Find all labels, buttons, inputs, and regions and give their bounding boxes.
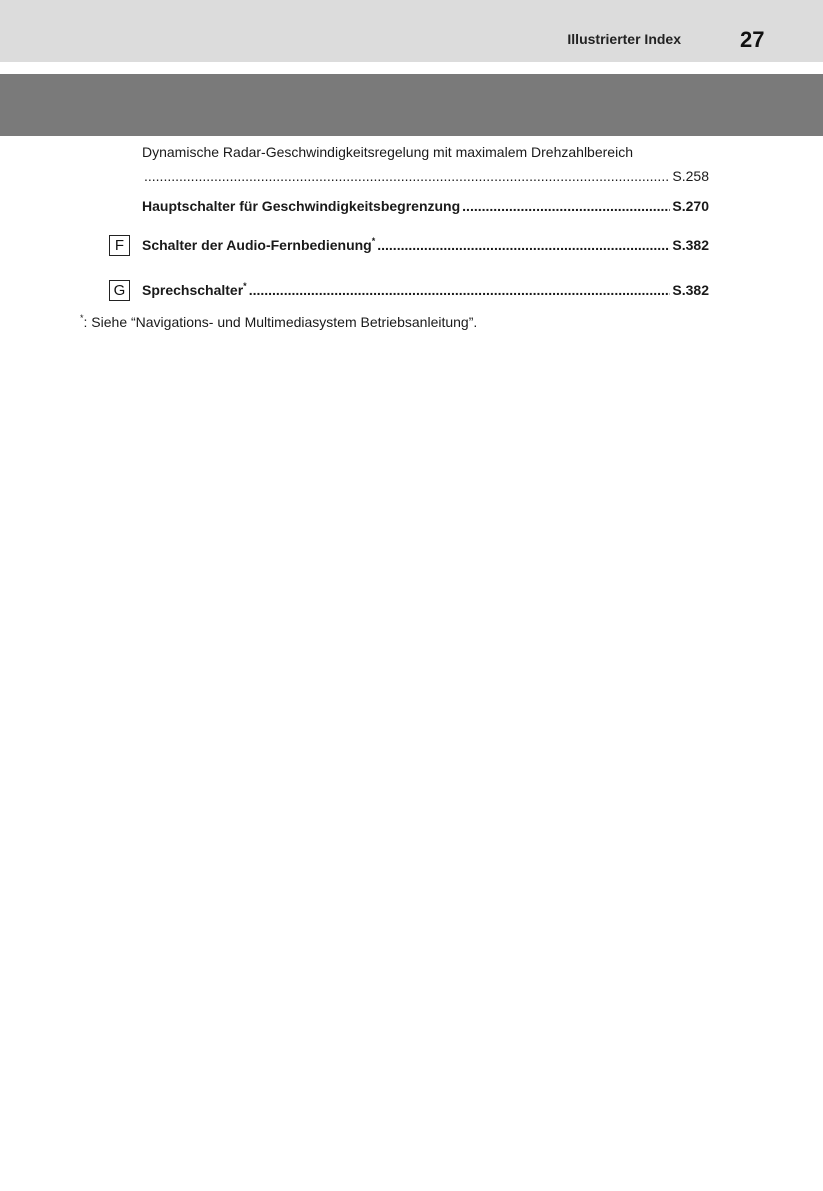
footnote xyxy=(80,313,477,331)
page-number: 27 xyxy=(740,27,765,52)
illustration-band xyxy=(0,74,823,136)
index-entry-radar-reference[interactable] xyxy=(142,167,709,185)
section-title: Illustrierter Index xyxy=(567,31,681,47)
dot-leader xyxy=(462,197,670,215)
index-entry-hauptschalter[interactable] xyxy=(142,197,709,215)
index-entry-audio-switch[interactable] xyxy=(142,236,709,254)
index-entry-radar-label: Dynamische Radar-Geschwindigkeitsregelung mit maximalem Drehzahlbereich xyxy=(142,144,633,160)
dot-leader xyxy=(249,281,671,299)
header-band xyxy=(0,0,823,62)
entry-label: Schalter der Audio-Fernbedienung* xyxy=(142,236,376,253)
entry-label: Hauptschalter für Geschwindigkeitsbegrenzung xyxy=(142,198,461,214)
callout-letter-g: G xyxy=(109,280,130,301)
page-reference[interactable]: S.382 xyxy=(672,237,709,253)
footnote-marker: * xyxy=(243,281,247,291)
index-entry-talk-switch[interactable] xyxy=(142,281,709,299)
dot-leader xyxy=(377,236,670,254)
callout-letter-f: F xyxy=(109,235,130,256)
footnote-text: : Siehe “Navigations- und Multimediasystem Betriebsanleitung”. xyxy=(83,314,478,330)
footnote-marker: * xyxy=(371,236,376,246)
page-reference[interactable]: S.382 xyxy=(672,282,709,298)
page-reference[interactable]: S.258 xyxy=(672,168,709,184)
entry-label: Sprechschalter* xyxy=(142,281,247,298)
footnote-marker: * xyxy=(80,313,84,323)
dot-leader xyxy=(144,167,670,185)
page-reference[interactable]: S.270 xyxy=(672,198,709,214)
